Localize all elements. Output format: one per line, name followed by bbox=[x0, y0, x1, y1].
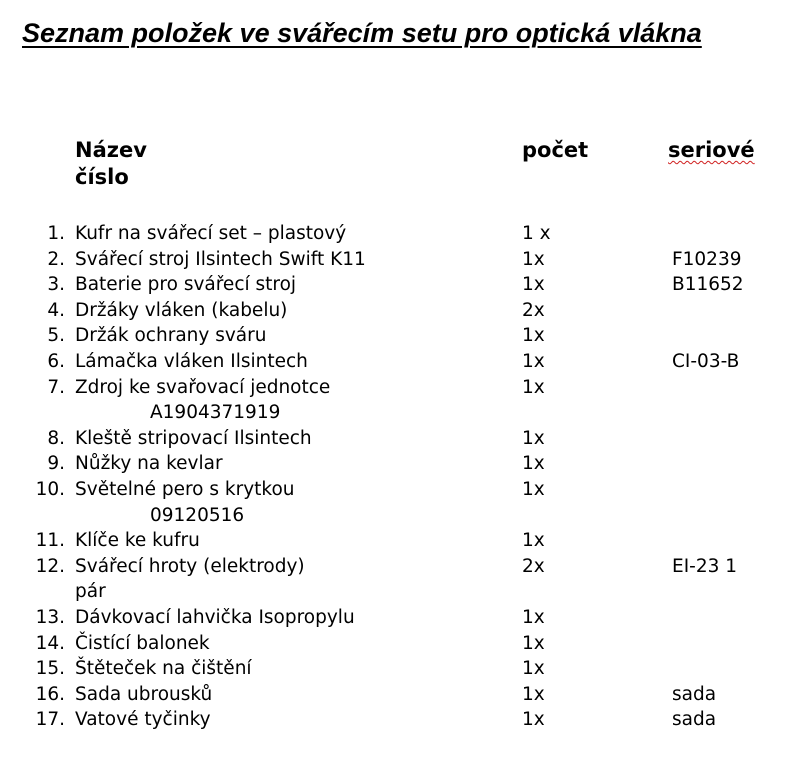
item-continuation: pár bbox=[75, 581, 106, 603]
item-count: 1x bbox=[522, 427, 545, 449]
item-continuation: A1904371919 bbox=[150, 402, 281, 424]
list-item bbox=[0, 221, 810, 247]
document-title: Seznam položek ve svářecím setu pro optická vlákna bbox=[22, 18, 702, 48]
list-item bbox=[0, 247, 810, 273]
list-item bbox=[0, 375, 810, 401]
item-number: 12. bbox=[35, 555, 65, 577]
item-continuation: 09120516 bbox=[150, 504, 245, 526]
item-count: 1x bbox=[522, 248, 545, 270]
item-count: 1x bbox=[522, 683, 545, 705]
item-serial: B11652 bbox=[672, 274, 744, 296]
item-number: 8. bbox=[47, 427, 65, 449]
item-name: Lámačka vláken Ilsintech bbox=[75, 350, 308, 372]
item-count: 2x bbox=[522, 299, 545, 321]
list-item bbox=[0, 477, 810, 503]
list-item bbox=[0, 451, 810, 477]
item-serial: F10239 bbox=[672, 248, 742, 270]
item-number: 10. bbox=[35, 478, 65, 500]
item-number: 17. bbox=[35, 709, 65, 731]
item-number: 7. bbox=[47, 376, 65, 398]
column-header-serial: seriové bbox=[668, 138, 755, 162]
item-number: 5. bbox=[47, 325, 65, 347]
item-number: 1. bbox=[47, 223, 65, 244]
item-name: Štěteček na čištění bbox=[75, 658, 252, 680]
item-number: 6. bbox=[47, 350, 65, 372]
column-header-name-line1: Název bbox=[75, 138, 147, 162]
item-name: Klíče ke kufru bbox=[75, 530, 200, 552]
item-name: Držák ochrany sváru bbox=[75, 325, 267, 347]
item-name: Baterie pro svářecí stroj bbox=[75, 274, 297, 296]
item-name: Kleště stripovací Ilsintech bbox=[75, 427, 312, 449]
item-name: Zdroj ke svařovací jednotce bbox=[75, 376, 331, 398]
item-count: 1 x bbox=[522, 223, 551, 244]
item-count: 1x bbox=[522, 606, 545, 628]
item-number: 9. bbox=[47, 453, 65, 475]
list-item bbox=[0, 631, 810, 657]
list-item bbox=[0, 298, 810, 324]
item-name: Světelné pero s krytkou bbox=[75, 478, 295, 500]
item-count: 1x bbox=[522, 325, 545, 347]
item-count: 1x bbox=[522, 478, 545, 500]
item-number: 4. bbox=[47, 299, 65, 321]
item-serial: sada bbox=[672, 683, 717, 705]
item-name: Dávkovací lahvička Isopropylu bbox=[75, 606, 355, 628]
item-count: 1x bbox=[522, 632, 545, 654]
item-name: Vatové tyčinky bbox=[75, 709, 211, 731]
item-count: 1x bbox=[522, 274, 545, 296]
item-name: Svářecí stroj Ilsintech Swift K11 bbox=[75, 248, 366, 270]
item-number: 14. bbox=[35, 632, 65, 654]
column-header-name bbox=[75, 137, 147, 191]
item-serial: sada bbox=[672, 709, 717, 731]
item-name: Nůžky na kevlar bbox=[75, 453, 223, 475]
item-count: 1x bbox=[522, 530, 545, 552]
list-item bbox=[0, 682, 810, 708]
item-count: 1x bbox=[522, 350, 545, 372]
item-count: 1x bbox=[522, 376, 545, 398]
item-count: 1x bbox=[522, 658, 545, 680]
list-item-continuation bbox=[0, 503, 810, 529]
item-serial: CI-03-B bbox=[672, 350, 740, 372]
item-list bbox=[0, 221, 810, 733]
list-item bbox=[0, 707, 810, 733]
item-name: Čistící balonek bbox=[75, 632, 210, 654]
column-header-count: počet bbox=[522, 138, 589, 162]
item-number: 13. bbox=[35, 606, 65, 628]
item-number: 16. bbox=[35, 683, 65, 705]
list-item bbox=[0, 426, 810, 452]
list-item bbox=[0, 323, 810, 349]
item-name: Svářecí hroty (elektrody) bbox=[75, 555, 305, 577]
item-count: 1x bbox=[522, 709, 545, 731]
list-item bbox=[0, 349, 810, 375]
column-header-name-line2: číslo bbox=[75, 165, 129, 189]
list-item bbox=[0, 656, 810, 682]
item-number: 3. bbox=[47, 274, 65, 296]
item-name: Kufr na svářecí set – plastový bbox=[75, 223, 347, 244]
list-item-continuation bbox=[0, 579, 810, 605]
item-count: 2x bbox=[522, 555, 545, 577]
item-name: Sada ubrousků bbox=[75, 683, 213, 705]
item-number: 2. bbox=[47, 248, 65, 270]
item-number: 11. bbox=[35, 530, 65, 552]
item-number: 15. bbox=[35, 658, 65, 680]
item-name: Držáky vláken (kabelu) bbox=[75, 299, 288, 321]
list-item bbox=[0, 272, 810, 298]
list-item-continuation bbox=[0, 400, 810, 426]
list-item bbox=[0, 554, 810, 580]
item-serial: EI-23 1 bbox=[672, 555, 738, 577]
item-count: 1x bbox=[522, 453, 545, 475]
list-item bbox=[0, 605, 810, 631]
list-item bbox=[0, 528, 810, 554]
